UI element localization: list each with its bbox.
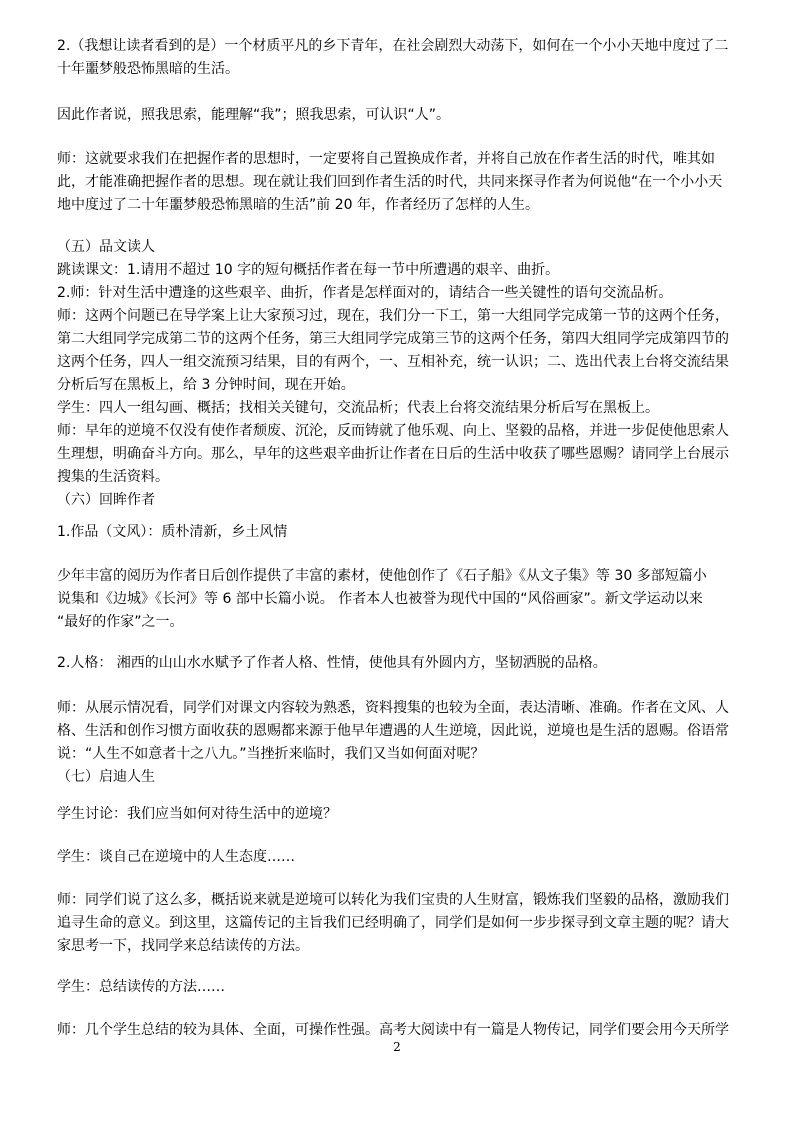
text-line: 师：从展示情况看，同学们对课文内容较为熟悉，资料搜集的也较为全面，表达清晰、准确。作者在文风、人 — [57, 700, 729, 716]
text-line: （五）品文读人 — [57, 239, 155, 255]
text-line: 格、生活和创作习惯方面收获的恩赐都来源于他早年遭遇的人生逆境，因此说，逆境也是生活的恩赐。俗语常 — [57, 723, 729, 739]
text-line: 因此作者说，照我思索，能理解“我”；照我思索，可认识“人”。 — [57, 107, 451, 123]
text-line: 师：这两个问题已在导学案上让大家预习过，现在，我们分一下工，第一大组同学完成第一节的这两个任务， — [57, 308, 729, 324]
text-line: 师：同学们说了这么多，概括说来就是逆境可以转化为我们宝贵的人生财富，锻炼我们坚毅的品格，激励我们 — [57, 892, 729, 908]
text-line: 师：几个学生总结的较为具体、全面，可操作性强。高考大阅读中有一篇是人物传记，同学们要会用今天所学 — [57, 1022, 729, 1038]
text-line: 学生：总结读传的方法…… — [57, 979, 225, 995]
text-line: 家思考一下，找同学来总结读传的方法。 — [57, 938, 309, 954]
text-line: 说集和《边城》《长河》等 6 部中长篇小说。 作者本人也被誉为现代中国的“风俗画家”。新文学运动以来 — [57, 591, 703, 607]
text-line: （六）回眸作者 — [57, 492, 155, 508]
text-line: 这两个任务，四人一组交流预习结果，目的有两个，一、互相补充，统一认识；二、选出代表上台将交流结果 — [57, 354, 729, 370]
text-line: 跳读课文：1.请用不超过 10 字的短句概括作者在每一节中所遭遇的艰辛、曲折。 — [57, 262, 560, 278]
text-line: 师：这就要求我们在把握作者的思想时，一定要将自己置换成作者，并将自己放在作者生活的时代，唯其如 — [57, 151, 715, 167]
text-line: 学生：四人一组勾画、概括；找相关关键句，交流品析；代表上台将交流结果分析后写在黑板上。 — [57, 400, 659, 416]
text-line: 2.（我想让读者看到的是）一个材质平凡的乡下青年，在社会剧烈大动荡下，如何在一个小小天地中度过了二 — [57, 38, 729, 54]
paragraph — [57, 976, 747, 999]
paragraph — [57, 697, 747, 789]
text-line: 学生：谈自己在逆境中的人生态度…… — [57, 849, 295, 865]
text-line: 2.人格： 湘西的山山水水赋予了作者人格、性情，使他具有外圆内方，坚韧洒脱的品格。 — [57, 655, 607, 671]
paragraph — [57, 104, 747, 127]
paragraph — [57, 148, 747, 217]
text-line: 地中度过了二十年噩梦般恐怖黑暗的生活”前 20 年，作者经历了怎样的人生。 — [57, 197, 539, 213]
text-line: 第二大组同学完成第二节的这两个任务，第三大组同学完成第三节的这两个任务，第四大组同学完成第四节的 — [57, 331, 729, 347]
text-line: 此，才能准确把握作者的思想。现在就让我们回到作者生活的时代，共同来探寻作者为何说他“在一个小小天 — [57, 174, 723, 190]
paragraph — [57, 1019, 747, 1042]
paragraph — [57, 565, 747, 634]
page-number: 2 — [393, 1040, 401, 1054]
text-line: 2.师：针对生活中遭逢的这些艰辛、曲折，作者是怎样面对的，请结合一些关键性的语句交流品析。 — [57, 285, 673, 301]
paragraph — [57, 521, 747, 544]
text-line: （七）启迪人生 — [57, 769, 155, 785]
paragraph — [57, 803, 747, 826]
text-line: 师：早年的逆境不仅没有使作者颓废、沉沦，反而铸就了他乐观、向上、坚毅的品格，并进一步促使他思索人 — [57, 423, 729, 439]
text-line: 追寻生命的意义。到这里，这篇传记的主旨我们已经明确了，同学们是如何一步步探寻到文章主题的呢？请大 — [57, 915, 729, 931]
text-line: 搜集的生活资料。 — [57, 469, 169, 485]
text-line: 生理想，明确奋斗方向。那么，早年的这些艰辛曲折让作者在日后的生活中收获了哪些恩赐？请同学上台展示 — [57, 446, 729, 462]
text-line: 分析后写在黑板上，给 3 分钟时间，现在开始。 — [57, 377, 355, 393]
text-line: 十年噩梦般恐怖黑暗的生活。 — [57, 61, 239, 77]
text-line: 少年丰富的阅历为作者日后创作提供了丰富的素材，使他创作了《石子船》《从文子集》等 30 多部短篇小 — [57, 568, 707, 584]
text-line: “最好的作家”之一。 — [57, 614, 184, 630]
paragraph — [57, 889, 747, 958]
paragraph — [57, 236, 747, 512]
text-line: 说：“人生不如意者十之八九。”当挫折来临时，我们又当如何面对呢？ — [57, 746, 485, 762]
text-line: 1.作品（文风）：质朴清新，乡土风情 — [57, 524, 288, 540]
paragraph — [57, 652, 747, 675]
paragraph — [57, 846, 747, 869]
paragraph — [57, 35, 747, 81]
text-line: 学生讨论：我们应当如何对待生活中的逆境？ — [57, 806, 337, 822]
